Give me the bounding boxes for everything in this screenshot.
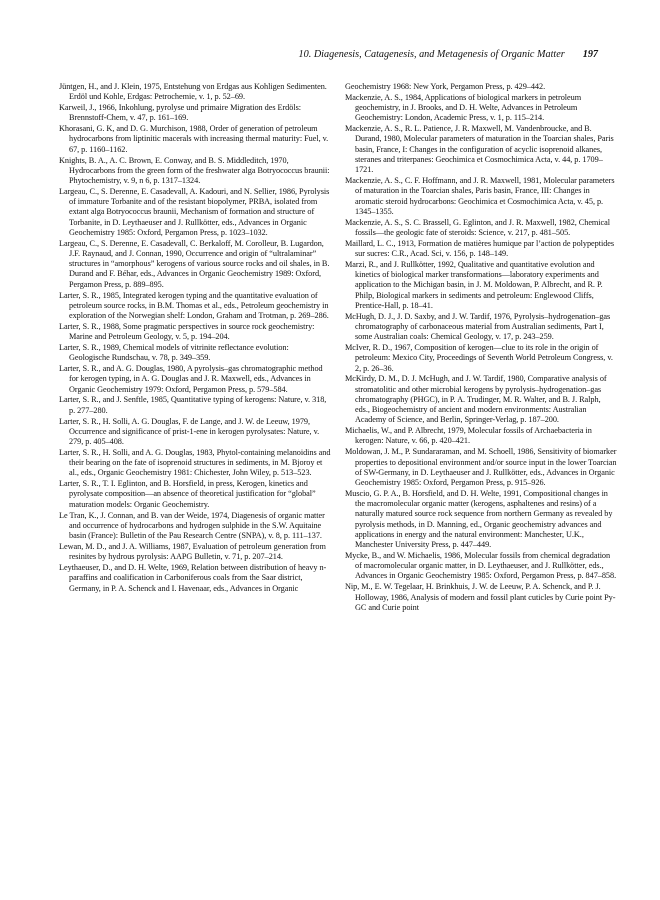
reference-entry: Moldowan, J. M., P. Sundararaman, and M. Schoell, 1986, Sensitivity of biomarker properties to depositional environment and/or source input in the lower Toarcian of SW-Germany, in D. Leythaeuser and J. Rullkötter, eds., Advances in Organic Geochemistry 1985: Oxford, Pergamon Press, p. 915–926. (345, 447, 617, 488)
reference-entry: Muscio, G. P. A., B. Horsfield, and D. H. Welte, 1991, Compositional changes in the macromolecular organic matter (kerogens, asphaltenes and resins) of a naturally matured source rock sequence from northern Germany as revealed by pyrolysis methods, in D. Manning, ed., Organic geochemistry advances and applications in energy and the natural environment: Manchester, U.K., Manchester University Press, p. 447–449. (345, 488, 613, 550)
references-right-column (345, 82, 617, 614)
reference-entry: Larter, S. R., H. Solli, A. G. Douglas, F. de Lange, and J. W. de Leeuw, 1979, Occurrence and significance of prist-1-ene in kerogen pyrolysates: Nature, v. 279, p. 405–408. (59, 416, 320, 447)
reference-entry: Larter, S. R., T. I. Eglinton, and B. Horsfield, in press, Kerogen, kinetics and pyrolysate composition—an absence of theoretical justification for “global” maturation models: Organic Geochemistry. (59, 479, 316, 509)
reference-entry: Jüntgen, H., and J. Klein, 1975, Entstehung von Erdgas aus Kohligen Sedimenten. Erdöl und Kohle, Erdgas: Petrochemie, v. 1, p. 52–69. (59, 82, 327, 102)
reference-entry: Le Tran, K., J. Connan, and B. van der Weide, 1974, Diagenesis of organic matter and occurrence of hydrocarbons and hydrogen sulphide in the S.W. Aquitaine basin (France): Bulletin of the Pau Research Centre (SNPA), v. 8, p. 111–137. (59, 510, 325, 541)
reference-entry: Nip, M., E. W. Tegelaar, H. Brinkhuis, J. W. de Leeuw, P. A. Schenck, and P. J. Holloway, 1986, Analysis of modern and fossil plant cuticles by Curie point Py-GC and Curie point (345, 582, 616, 612)
reference-entry: Larter, S. R., and J. Senftle, 1985, Quantitative typing of kerogens: Nature, v. 318, p. 277–280. (59, 395, 327, 415)
reference-entry: Larter, S. R., 1988, Some pragmatic perspectives in source rock geochemistry: Marine and Petroleum Geology, v. 5, p. 194–204. (59, 321, 315, 342)
reference-entry: McHugh, D. J., J. D. Saxby, and J. W. Tardif, 1976, Pyrolysis–hydrogenation–gas chromatography of carbonaceous material from Australian sediments, Part I, some Australian coals: Chemical Geology, v. 17, p. 243–259. (345, 311, 611, 342)
reference-entry: Lewan, M. D., and J. A. Williams, 1987, Evaluation of petroleum generation from resinites by hydrous pyrolysis: AAPG Bulletin, v. 71, p. 207–214. (59, 541, 326, 562)
reference-entry: Mackenzie, A. S., S. C. Brassell, G. Eglinton, and J. R. Maxwell, 1982, Chemical fossils—the geologic fate of steroids: Science, v. 217, p. 481–505. (345, 217, 611, 237)
reference-entry: Karweil, J., 1966, Inkohlung, pyrolyse und primaire Migration des Erdöls: Brennstoff-Chem, v. 47, p. 161–169. (59, 103, 301, 123)
reference-entry: Khorasani, G. K, and D. G. Murchison, 1988, Order of generation of petroleum hydrocarbons from liptinitic macerals with increasing thermal maturity: Fuel, v. 67, p. 1160–1162. (59, 124, 329, 154)
reference-entry: Largeau, C., S. Derenne, E. Casadevall, A. Kadouri, and N. Sellier, 1986, Pyrolysis of immature Torbanite and of the resistant biopolymer, PRBA, isolated from extant alga Botryococcus braunii, Mechanism of formation and structure of Torbanite, in D. Leythaeuser and J. Rullkötter, eds., Advances in Organic Geochemistry 1985: Oxford, Pergamon Press, p. 1023–1032. (59, 186, 330, 237)
chapter-title: 10. Diagenesis, Catagenesis, and Metagenesis of Organic Matter (298, 49, 565, 60)
reference-entry: Marzi, R., and J. Rullkötter, 1992, Qualitative and quantitative evolution and kinetics of biological marker transformations—laboratory experiments and application to the Michigan basin, in J. M. Moldowan, P. Albrecht, and R. P. Philp, Biological markers in sediments and petroleum: Englewood Cliffs, Prentice-Hall, p. 18–41. (345, 259, 603, 310)
references-left-column (59, 82, 331, 594)
reference-entry: Largeau, C., S. Derenne, E. Casadevall, C. Berkaloff, M. Corolleur, B. Lugardon, J.F. Raynaud, and J. Connan, 1990, Occurrence and origin of “ultralaminar” structures in “amorphous” kerogens of various source rocks and oil shales, in B. Durand and F. Béhar, eds., Advances in Organic Geochemistry 1989: Oxford, Pergamon Press, p. 889–895. (59, 238, 330, 289)
reference-entry: Larter, S. R., 1985, Integrated kerogen typing and the quantitative evaluation of petroleum source rocks, in B.M. Thomas et al., eds., Petroleum geochemistry in exploration of the Norwegian shelf: London, Graham and Trotman, p. 269–286. (59, 290, 329, 321)
reference-entry: Michaelis, W., and P. Albrecht, 1979, Molecular fossils of Archaebacteria in kerogen: Nature, v. 66, p. 420–421. (345, 426, 592, 446)
reference-entry: Mackenzie, A. S., 1984, Applications of biological markers in petroleum geochemistry, in J. Brooks, and D. H. Welte, Advances in Petroleum Geochemistry: London, Academic Press, v. 1, p. 115–214. (345, 92, 582, 123)
reference-entry: Maillard, L. C., 1913, Formation de matières humique par l’action de polypeptides sur sucres: C.R., Acad. Sci, v. 156, p. 148–149. (345, 238, 615, 258)
reference-entry: Larter, S. R., 1989, Chemical models of vitrinite reflectance evolution: Geologische Rundschau, v. 78, p. 349–359. (59, 343, 289, 363)
reference-entry: Mycke, B., and W. Michaelis, 1986, Molecular fossils from chemical degradation of macromolecular organic matter, in D. Leythaeuser, and J. Rullkötter, eds., Advances in Organic Geochemistry 1985: Oxford, Pergamon Press, p. 847–858. (345, 550, 617, 581)
reference-entry-continued: Geochemistry 1968: New York, Pergamon Press, p. 429–442. (345, 82, 546, 91)
page-number: 197 (582, 49, 598, 60)
running-head (59, 49, 598, 65)
reference-entry: Larter, S. R., H. Solli, and A. G. Douglas, 1983, Phytol-containing melanoidins and their bearing on the fate of isoprenoid structures in sediments, in M. Bjoroy et al., eds., Organic Geochemistry 1981: Chichester, John Wiley, p. 513–523. (59, 447, 331, 478)
reference-entry: McKirdy, D. M., D. J. McHugh, and J. W. Tardif, 1980, Comparative analysis of stromatolitic and other microbial kerogens by pyrolysis–hydrogenation–gas chromatography (PHGC), in P. A. Trudinger, M. R. Walter, and B. J. Ralph, eds., Biogeochemistry of ancient and modern environments: Australian Academy of Science, and Berlin, Springer-Verlag, p. 187–200. (345, 374, 607, 425)
reference-entry: Leythaeuser, D., and D. H. Welte, 1969, Relation between distribution of heavy n-paraffins and coalification in Carboniferous coals from the Saar district, Germany, in P. A. Schenck and I. Havenaar, eds., Advances in Organic (59, 563, 327, 593)
reference-entry: Mackenzie, A. S., C. F. Hoffmann, and J. R. Maxwell, 1981, Molecular parameters of maturation in the Toarcian shales, Paris basin, France, III: Changes in aromatic steroid hydrocarbons: Geochimica et Cosmochimica Acta, v. 45, p. 1345–1355. (345, 176, 615, 216)
reference-entry: McIver, R. D., 1967, Composition of kerogen—clue to its role in the origin of petroleum: Mexico City, Proceedings of Seventh World Petroleum Congress, v. 2, p. 26–36. (345, 343, 613, 373)
reference-entry: Mackenzie, A. S., R. L. Patience, J. R. Maxwell, M. Vandenbroucke, and B. Durand, 1980, Molecular parameters of maturation in the Toarcian shales, Paris basin, France, I: Changes in the configuration of acyclic isoprenoid alkanes, steranes and triterpanes: Geochimica et Cosmochimica Acta, v. 44, p. 1709–1721. (345, 124, 614, 175)
reference-entry: Larter, S. R., and A. G. Douglas, 1980, A pyrolysis–gas chromatographic method for kerogen typing, in A. G. Douglas and J. R. Maxwell, eds., Advances in Organic Geochemistry 1979: Oxford, Pergamon Press, p. 579–584. (59, 364, 323, 394)
reference-entry: Knights, B. A., A. C. Brown, E. Conway, and B. S. Middleditch, 1970, Hydrocarbons from the green form of the freshwater alga Botryococcus braunii: Phytochemistry, v. 9, n 6, p. 1317–1324. (59, 155, 330, 186)
